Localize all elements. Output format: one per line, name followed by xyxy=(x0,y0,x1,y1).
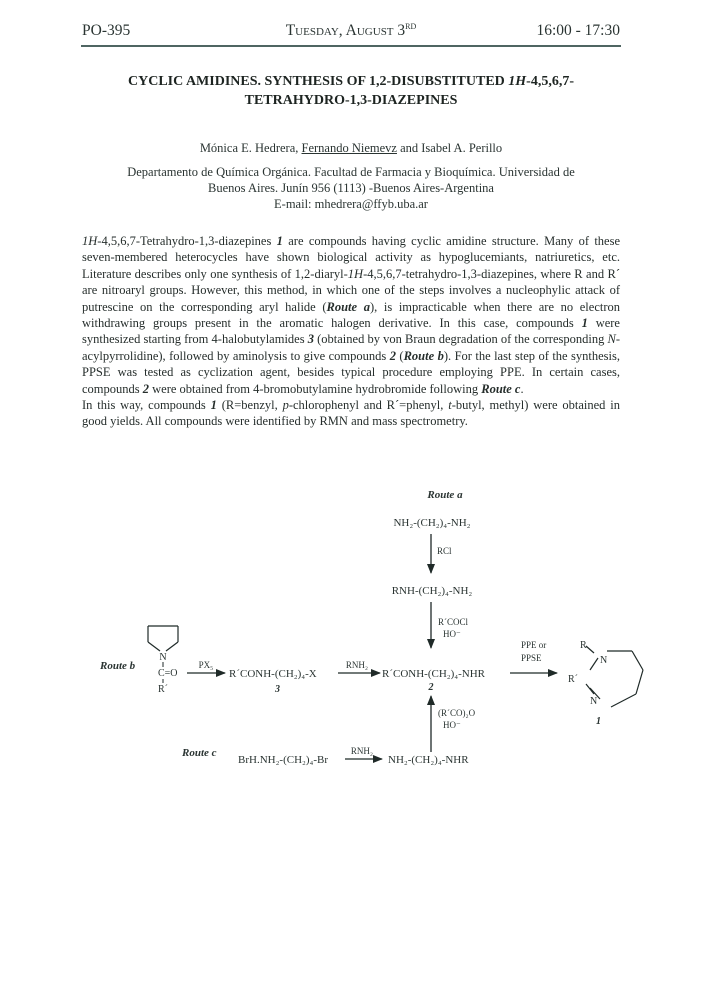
compound-1-label: 1 xyxy=(596,716,601,727)
emphasis-text: 1H xyxy=(347,266,364,281)
emphasis-text: Route a xyxy=(326,299,370,314)
emphasis-text: Route b xyxy=(403,348,444,363)
text-run: -butyl, methyl) were obtained in good yields. All compounds were identified by RMN and mass spectrometry. xyxy=(82,398,620,429)
page-header xyxy=(82,22,620,44)
affiliation xyxy=(82,164,620,212)
route-b-label: Route b xyxy=(100,660,136,672)
halobutylamide-formula: R´CONH-(CH₂)₄-X xyxy=(229,668,317,680)
amidoamine-formula: R´CONH-(CH₂)₄-NHR xyxy=(382,668,485,680)
emphasis-text: N xyxy=(607,332,616,347)
emphasis-text: 3 xyxy=(307,332,314,347)
route-a-label: Route a xyxy=(427,489,463,501)
text-run: -4,5,6,7-Tetrahydro-1,3-diazepines xyxy=(97,234,277,248)
abstract xyxy=(82,233,620,430)
emphasis-text: p xyxy=(282,398,289,413)
author: and Isabel A. Perillo xyxy=(396,141,503,155)
pyrrolidine-ring xyxy=(148,626,178,651)
email: E-mail: mhedrera@ffyb.uba.ar xyxy=(274,197,428,211)
text-run: were obtained from 4-bromobutylamine hydrobromide following xyxy=(149,381,482,396)
diamine-formula: NH₂-(CH₂)₄-NHR xyxy=(388,754,469,766)
abstract-paragraph-1 xyxy=(82,233,620,397)
text-run: (obtained by von Braun degradation of the corresponding xyxy=(313,332,608,347)
header-rule xyxy=(81,45,621,47)
text-run: -chlorophenyl and R´=phenyl, xyxy=(288,398,449,413)
title-part: CYCLIC AMIDINES. SYNTHESIS OF 1,2-DISUBSTITUTED xyxy=(127,74,509,89)
reagent-rcl: RCl xyxy=(437,546,452,556)
date-superscript: RD xyxy=(405,22,417,31)
reaction-scheme xyxy=(0,470,704,790)
compound-2-label: 2 xyxy=(428,682,434,693)
poster-code: PO-395 xyxy=(82,22,131,39)
reagent-ppe: PPE or xyxy=(521,640,547,650)
title-part: -4,5,6,7- xyxy=(526,74,574,89)
scheme-svg xyxy=(0,470,704,790)
author-list xyxy=(82,141,620,156)
text-run: are compounds having cyclic amidine structure. Many of these seven-membered heterocycles have shown biological activity as hypoglucemiants, natriuretics, etc. Literature describes only one synthesis of 1,2-diaryl- xyxy=(82,234,620,281)
putrescine-formula: NH₂-(CH₂)₄-NH₂ xyxy=(393,517,471,529)
presenting-author: Fernando Niemevz xyxy=(301,141,397,155)
text-run: In this way, compounds xyxy=(82,398,211,413)
emphasis-text: 2 xyxy=(389,348,396,363)
reagent-acyl-chloride: R´COCl xyxy=(438,617,469,627)
affiliation-line: Buenos Aires. Junín 956 (1113) -Buenos Aires-Argentina xyxy=(208,181,494,195)
diazepine-n1: N xyxy=(600,655,608,666)
rnh-amine-formula: RNH-(CH₂)₄-NH₂ xyxy=(391,585,473,597)
route-c-label: Route c xyxy=(182,747,217,759)
diazepine-r-prime: R´ xyxy=(568,674,578,685)
affiliation-line: Departamento de Química Orgánica. Facultad de Farmacia y Bioquímica. Universidad de xyxy=(127,165,575,179)
acylpyrrolidine-n: N xyxy=(159,652,167,663)
emphasis-text: 1 xyxy=(276,234,283,248)
title-italic: 1H xyxy=(508,74,527,89)
text-run: -4,5,6,7-tetrahydro-1,3-diazepines, where R and R´ are nitroaryl groups. However, this method, in which one of the steps involves a nucleophylic attack of putrescine on the corresponding aryl halide ( xyxy=(82,266,620,314)
reagent-px5: PX₅ xyxy=(198,660,214,670)
text-run: -acylpyrrolidine), followed by aminolysis to give compounds xyxy=(82,332,620,363)
text-run: . xyxy=(520,381,524,396)
compound-3-label: 3 xyxy=(275,684,280,695)
text-run: ). For the last step of the synthesis, PPSE was tested as cyclization agent, besides typical procedure employing PPE. In certain cases, compounds xyxy=(82,348,620,396)
emphasis-text: 1H xyxy=(82,234,98,248)
session-time: 16:00 - 17:30 xyxy=(536,22,620,39)
text-run: ), is impracticable when there are no electron withdrawing groups present in the aromatic halogen derivative. In this case, compounds xyxy=(82,299,621,331)
diazepine-n3: N xyxy=(590,696,598,707)
reagent-rnh2: RNH₂ xyxy=(345,660,369,670)
reagent-base-1: HO⁻ xyxy=(443,629,461,639)
emphasis-text: Route c xyxy=(481,381,521,396)
emphasis-text: 2 xyxy=(142,381,150,396)
title-line2: TETRAHYDRO-1,3-DIAZEPINES xyxy=(244,93,458,108)
emphasis-text: 1 xyxy=(581,316,588,331)
text-run: ( xyxy=(395,348,404,363)
bromobutylamine-formula: BrH.NH₂-(CH₂)₄-Br xyxy=(238,754,329,766)
reagent-anhydride: (R´CO)₂O xyxy=(438,708,476,718)
text-run: were synthesized starting from 4-halobutylamides xyxy=(82,316,620,347)
text-run: (R=benzyl, xyxy=(216,398,283,413)
abstract-paragraph-2 xyxy=(82,397,620,430)
reagent-ppse: PPSE xyxy=(521,653,542,663)
reagent-base-2: HO⁻ xyxy=(443,720,461,730)
author: Mónica E. Hedrera, xyxy=(199,141,302,155)
paper-title xyxy=(82,72,620,110)
reagent-rnh2-c: RNH₂ xyxy=(350,746,374,756)
acylpyrrolidine-r: R´ xyxy=(158,684,168,695)
emphasis-text: 1 xyxy=(210,398,217,413)
acylpyrrolidine-co: C=O xyxy=(158,668,178,679)
session-date-text: Tuesday, August 3 xyxy=(285,22,406,39)
emphasis-text: t xyxy=(448,398,452,413)
diazepine-r: R xyxy=(580,640,587,651)
